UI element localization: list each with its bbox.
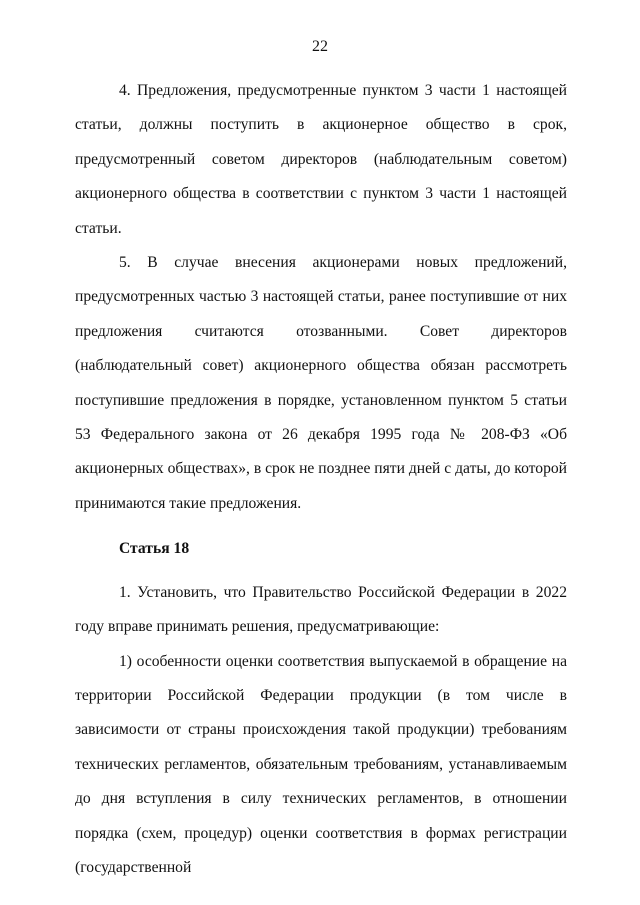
paragraph-item-4: 4. Предложения, предусмотренные пунктом 3 части 1 настоящей статьи, должны поступить в акционерное общество в срок, предусмотренный советом директоров (наблюдательным советом) акционерного общества в соответствии с пунктом 3 части 1 настоящей статьи. xyxy=(75,82,567,237)
paragraph-article-18-item-1: 1. Установить, что Правительство Российской Федерации в 2022 году вправе принимать решения, предусматривающие: xyxy=(75,583,567,636)
document-body xyxy=(75,74,567,885)
paragraph-article-18-subitem-1: 1) особенности оценки соответствия выпускаемой в обращение на территории Российской Федерации продукции (в том числе в зависимости от страны происхождения такой продукции) требованиям технических регламентов, обязательным требованиям, устанавливаемым до дня вступления в силу технических регламентов, в отношении порядка (схем, процедур) оценки соответствия в формах регистрации (государственной xyxy=(75,652,567,876)
page-number: 22 xyxy=(312,38,328,55)
paragraph-item-5: 5. В случае внесения акционерами новых предложений, предусмотренных частью 3 настоящей статьи, ранее поступившие от них предложения считаются отозванными. Совет директоров (наблюдательный совет) акционерного общества обязан рассмотреть поступившие предложения в порядке, установленном пунктом 5 статьи 53 Федерального закона от 26 декабря 1995 года № 208-ФЗ «Об акционерных обществах», в срок не позднее пяти дней с даты, до которой принимаются такие предложения. xyxy=(75,254,568,512)
article-heading: Статья 18 xyxy=(119,540,190,558)
